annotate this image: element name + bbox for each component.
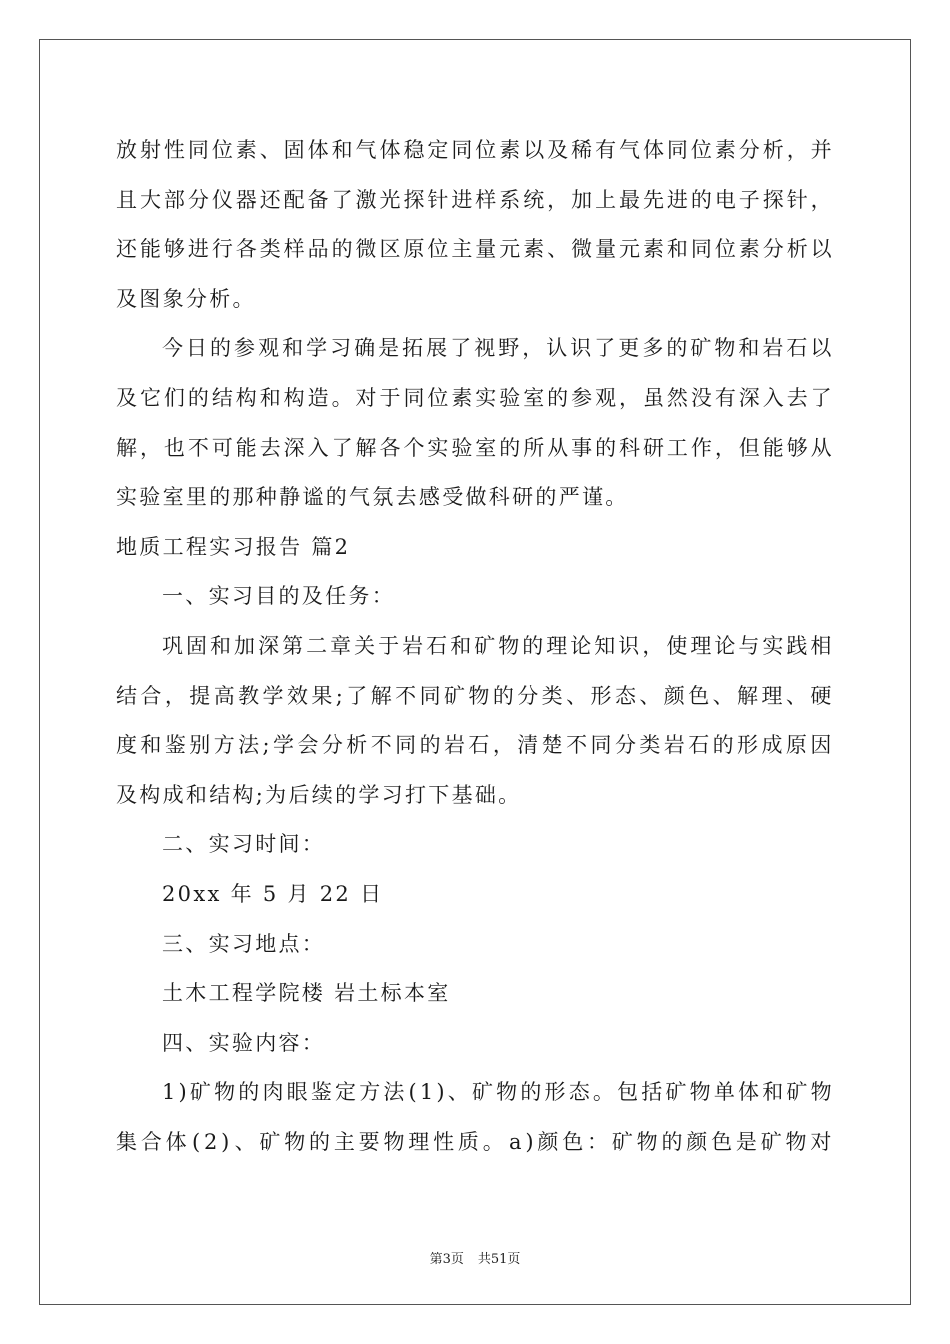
text-line: 地质工程实习报告 篇2 — [116, 534, 351, 559]
text-line: 土木工程学院楼 岩土标本室 — [162, 981, 451, 1006]
text-line: 且 大 部 分 仪 器 还 配 备 了 激 光 探 针 进 样 系 统 ， 加 上 最 先 进 的 电 子 探 针 ， — [116, 187, 834, 212]
text-line: 还 能 够 进 行 各 类 样 品 的 微 区 原 位 主 量 元 素 、 微 量 元 素 和 同 位 素 分 析 以 — [116, 237, 834, 262]
text-line: 三、实习地点： — [162, 931, 326, 956]
total-pages: 共51页 — [477, 1252, 521, 1267]
text-line: 四、实验内容： — [162, 1030, 326, 1055]
text-line: 放 射 性 同 位 素 、 固 体 和 气 体 稳 定 同 位 素 以 及 稀 有 气 体 同 位 素 分 析 ， 并 — [116, 138, 834, 162]
text-line: 度 和 鉴 别 方 法 ; 学 会 分 析 不 同 的 岩 石 ， 清 楚 不 同 分 类 岩 石 的 形 成 原 因 — [116, 733, 834, 758]
page-footer — [0, 1248, 950, 1267]
text-line: 及图象分析。 — [116, 286, 256, 311]
text-line: 结 合 ， 提 高 教 学 效 果 ; 了 解 不 同 矿 物 的 分 类 、 形 态 、 颜 色 、 解 理 、 硬 — [116, 683, 834, 708]
text-line: 一、实习目的及任务： — [162, 584, 395, 609]
text-line: 今 日 的 参 观 和 学 习 确 是 拓 展 了 视 野 ， 认 识 了 更 多 的 矿 物 和 岩 石 以 — [162, 336, 834, 361]
text-line: 集 合 体 ( 2 ) 、 矿 物 的 主 要 物 理 性 质 。 a ) 颜 色 ： 矿 物 的 颜 色 是 矿 物 对 — [116, 1129, 834, 1154]
text-line: 20xx 年 5 月 22 日 — [162, 881, 384, 906]
text-line: 实验室里的那种静谧的气氛去感受做科研的严谨。 — [116, 485, 629, 510]
text-line: 1 ) 矿 物 的 肉 眼 鉴 定 方 法 ( 1 ) 、 矿 物 的 形 态 。 包 括 矿 物 单 体 和 矿 物 — [162, 1080, 834, 1105]
text-line: 及构成和结构;为后续的学习打下基础。 — [116, 782, 522, 807]
text-line: 二、实习时间： — [162, 832, 326, 857]
text-line: 及 它 们 的 结 构 和 构 造 。 对 于 同 位 素 实 验 室 的 参 观 ， 虽 然 没 有 深 入 去 了 — [116, 385, 834, 410]
text-line: 巩 固 和 加 深 第 二 章 关 于 岩 石 和 矿 物 的 理 论 知 识 ， 使 理 论 与 实 践 相 — [162, 633, 834, 658]
text-line: 解 ， 也 不 可 能 去 深 入 了 解 各 个 实 验 室 的 所 从 事 的 科 研 工 作 ， 但 能 够 从 — [116, 435, 834, 460]
page-number: 第3页 — [429, 1252, 464, 1267]
document-body — [116, 126, 834, 1167]
